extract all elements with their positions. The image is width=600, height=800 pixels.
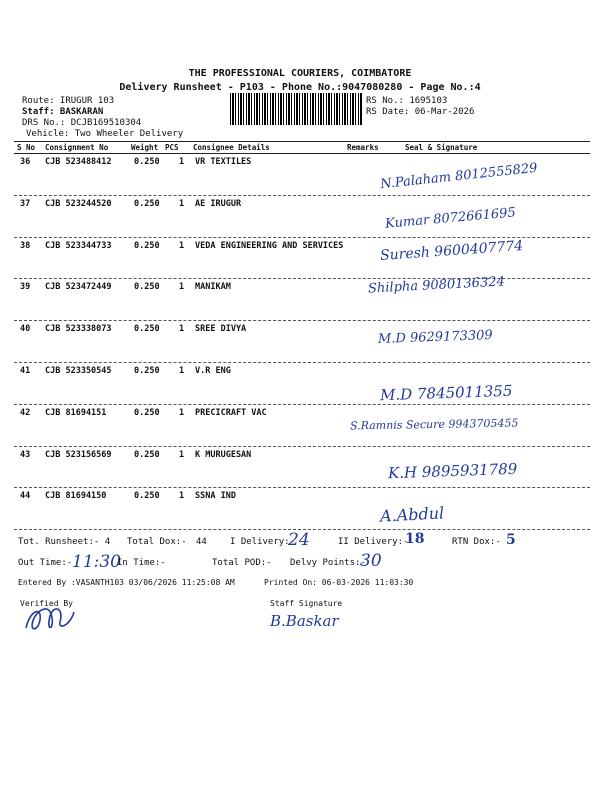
weight-cell: 0.250 bbox=[134, 198, 160, 209]
pcs-cell: 1 bbox=[179, 491, 185, 502]
col-pcs: PCS bbox=[165, 143, 179, 152]
staff-signature-label: Staff Signature bbox=[270, 599, 343, 608]
out-time-value: 11:30 bbox=[72, 552, 121, 572]
rtn-dox-value: 5 bbox=[506, 532, 516, 548]
i-delivery-label: I Delivery:- bbox=[230, 537, 296, 547]
consignee-cell: AE IRUGUR bbox=[195, 198, 242, 209]
table-row bbox=[0, 450, 600, 492]
rtn-dox-label: RTN Dox:- bbox=[452, 537, 501, 547]
total-dox-label: Total Dox:- bbox=[127, 537, 187, 547]
row-separator bbox=[14, 446, 590, 447]
row-separator bbox=[14, 237, 590, 238]
handwritten-signature: Shilpha 9080136324 bbox=[367, 274, 506, 297]
sno-cell: 41 bbox=[20, 366, 31, 376]
table-top-rule bbox=[14, 141, 590, 142]
pcs-cell: 1 bbox=[179, 449, 185, 460]
table-row bbox=[0, 157, 600, 199]
consignee-cell: SREE DIVYA bbox=[195, 324, 247, 335]
verified-signature bbox=[20, 598, 80, 638]
sno-cell: 42 bbox=[20, 407, 31, 418]
sno-cell: 44 bbox=[20, 491, 31, 502]
ii-delivery-label: II Delivery:- bbox=[338, 537, 409, 547]
table-header-rule bbox=[14, 153, 590, 154]
table-header bbox=[0, 143, 600, 153]
consignee-cell: K MURUGESAN bbox=[195, 449, 252, 460]
weight-cell: 0.250 bbox=[134, 240, 160, 251]
handwritten-signature: M.D 9629173309 bbox=[377, 328, 493, 348]
col-consignment: Consignment No bbox=[45, 143, 109, 152]
staff-label: Staff: BASKARAN bbox=[22, 107, 104, 117]
route-label: Route: IRUGUR 103 bbox=[22, 96, 115, 106]
row-separator bbox=[14, 320, 590, 321]
delvy-points-value: 30 bbox=[360, 551, 382, 571]
table-row bbox=[0, 237, 600, 283]
col-weight: Weight bbox=[131, 143, 159, 152]
pcs-cell: 1 bbox=[179, 407, 185, 418]
consignment-cell: CJB 523244520 bbox=[45, 198, 112, 209]
barcode bbox=[230, 93, 363, 125]
table-row bbox=[0, 274, 600, 324]
pcs-cell: 1 bbox=[179, 282, 185, 293]
pcs-cell: 1 bbox=[179, 324, 185, 335]
in-time-label: In Time:- bbox=[117, 558, 166, 568]
consignee-cell: PRECICRAFT VAC bbox=[195, 407, 267, 418]
consignment-cell: CJB 523472449 bbox=[45, 282, 112, 293]
consignment-cell: CJB 81694151 bbox=[45, 407, 107, 418]
sno-cell: 36 bbox=[20, 157, 31, 167]
weight-cell: 0.250 bbox=[134, 282, 160, 293]
weight-cell: 0.250 bbox=[134, 491, 160, 502]
handwritten-signature: Suresh 9600407774 bbox=[379, 237, 524, 264]
vehicle-label: Vehicle: Two Wheeler Delivery bbox=[26, 129, 184, 139]
sno-cell: 40 bbox=[20, 324, 31, 335]
table-row bbox=[0, 491, 600, 533]
rs-date: RS Date: 06-Mar-2026 bbox=[366, 107, 475, 117]
handwritten-signature: A.Abdul bbox=[379, 503, 445, 527]
tot-runsheet: Tot. Runsheet:- 4 bbox=[18, 537, 111, 547]
consignment-cell: CJB 523488412 bbox=[45, 157, 112, 167]
entered-by: Entered By :VASANTH103 03/06/2026 11:25:08 AM bbox=[18, 578, 235, 587]
pcs-cell: 1 bbox=[179, 157, 185, 167]
consignment-cell: CJB 523350545 bbox=[45, 366, 112, 376]
weight-cell: 0.250 bbox=[134, 449, 160, 460]
total-pod-label: Total POD:- bbox=[212, 558, 272, 568]
consignee-cell: VEDA ENGINEERING AND SERVICES bbox=[195, 240, 344, 251]
company-title: THE PROFESSIONAL COURIERS, COIMBATORE bbox=[188, 68, 412, 79]
row-separator bbox=[14, 362, 590, 363]
weight-cell: 0.250 bbox=[134, 366, 160, 376]
row-separator bbox=[14, 404, 590, 405]
ii-delivery-value: 18 bbox=[405, 531, 425, 547]
consignee-cell: MANIKAM bbox=[195, 282, 231, 293]
consignee-cell: SSNA IND bbox=[195, 491, 236, 502]
handwritten-signature: N.Palaham 8012555829 bbox=[379, 160, 539, 193]
i-delivery-value: 24 bbox=[288, 530, 310, 550]
sno-cell: 39 bbox=[20, 282, 31, 293]
row-separator bbox=[14, 195, 590, 196]
col-consignee: Consignee Details bbox=[193, 143, 270, 152]
sno-cell: 37 bbox=[20, 198, 31, 209]
consignment-cell: CJB 523344733 bbox=[45, 240, 112, 251]
row-separator bbox=[14, 487, 590, 488]
verified-by-label: Verified By bbox=[20, 599, 73, 608]
consignee-cell: VR TEXTILES bbox=[195, 157, 252, 167]
col-sno: S No bbox=[17, 143, 36, 152]
sno-cell: 38 bbox=[20, 240, 31, 251]
pcs-cell: 1 bbox=[179, 240, 185, 251]
consignment-cell: CJB 81694150 bbox=[45, 491, 107, 502]
drs-label: DRS No.: DCJB169510304 bbox=[22, 118, 142, 128]
weight-cell: 0.250 bbox=[134, 157, 160, 167]
consignment-cell: CJB 523156569 bbox=[45, 449, 112, 460]
table-row bbox=[0, 199, 600, 241]
col-remarks: Remarks bbox=[347, 143, 379, 152]
pcs-cell: 1 bbox=[179, 198, 185, 209]
pcs-cell: 1 bbox=[179, 366, 185, 376]
handwritten-signature: Kumar 8072661695 bbox=[384, 205, 517, 232]
handwritten-signature: M.D 7845011355 bbox=[379, 381, 513, 405]
table-row bbox=[0, 366, 600, 408]
handwritten-signature: S.Ramnis Secure 9943705455 bbox=[349, 416, 519, 433]
consignment-cell: CJB 523338073 bbox=[45, 324, 112, 335]
weight-cell: 0.250 bbox=[134, 324, 160, 335]
total-dox-value: 44 bbox=[196, 537, 207, 547]
printed-on: Printed On: 06-03-2026 11:03:30 bbox=[264, 578, 414, 587]
weight-cell: 0.250 bbox=[134, 407, 160, 418]
table-row bbox=[0, 324, 600, 366]
delvy-points-label: Delvy Points:- bbox=[290, 558, 366, 568]
handwritten-signature: K.H 9895931789 bbox=[387, 459, 518, 482]
rs-no: RS No.: 1695103 bbox=[366, 96, 448, 106]
staff-signature-ink: B.Baskar bbox=[270, 612, 339, 630]
col-signature: Seal & Signature bbox=[405, 143, 478, 152]
out-time-label: Out Time:- bbox=[18, 558, 73, 568]
consignee-cell: V.R ENG bbox=[195, 366, 231, 376]
runsheet-subtitle: Delivery Runsheet - P103 - Phone No.:9047080280 - Page No.:4 bbox=[119, 82, 481, 93]
sno-cell: 43 bbox=[20, 449, 31, 460]
table-row bbox=[0, 408, 600, 450]
